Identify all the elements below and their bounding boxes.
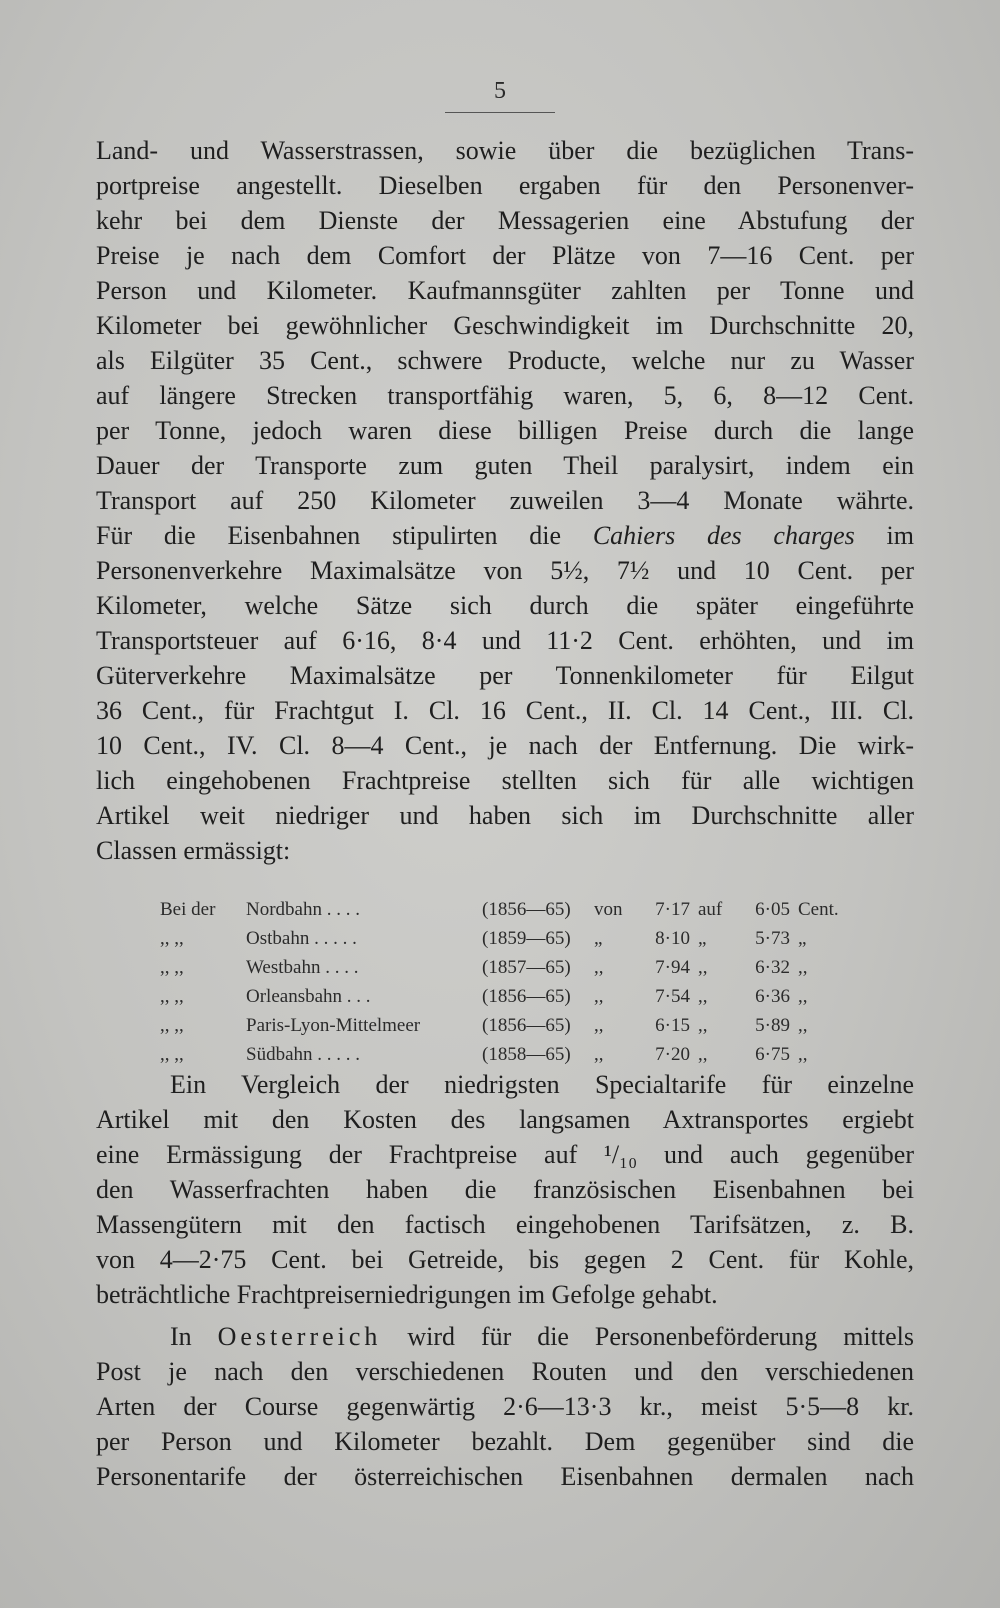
unit: ,, [798, 1014, 808, 1036]
page-number-rule [445, 112, 555, 113]
year-range: (1856—65) [482, 1014, 571, 1036]
to-word: ,, [698, 1014, 708, 1036]
year-range: (1856—65) [482, 985, 571, 1007]
text-line: Land- und Wasserstrassen, sowie über die bezüglichen Trans- [96, 136, 914, 165]
unit: Cent. [798, 898, 839, 920]
text-line: Kilometer, welche Sätze sich durch die später eingeführte [96, 591, 914, 620]
text-line [96, 519, 914, 553]
rate-from: 7·20 [655, 1043, 690, 1065]
from-word: ,, [594, 1043, 604, 1065]
text-segment: im [854, 521, 914, 550]
text-line: Transportsteuer auf 6·16, 8·4 und 11·2 Cent. erhöhten, und im [96, 626, 914, 655]
italic-title: Cahiers des charges [592, 521, 855, 550]
from-word: „ [594, 927, 603, 949]
from-word: ,, [594, 1014, 604, 1036]
rate-to: 6·75 [755, 1043, 790, 1065]
text-line: eine Ermässigung der Frachtpreise auf ¹/₁₀ und auch gegenüber [96, 1140, 914, 1169]
text-line: Personentarife der österreichischen Eisenbahnen dermalen nach [96, 1462, 914, 1491]
rate-from: 7·94 [655, 956, 690, 978]
rate-from: 8·10 [655, 927, 690, 949]
rate-to: 6·36 [755, 985, 790, 1007]
unit: „ [798, 927, 807, 949]
text-line: beträchtliche Frachtpreiserniedrigungen im Gefolge gehabt. [96, 1280, 718, 1309]
table-row [160, 1040, 858, 1069]
row-prefix: ,, ,, [160, 956, 184, 978]
railway-name: Orleansbahn . . . [246, 985, 371, 1007]
text-line: Transport auf 250 Kilometer zuweilen 3—4 Monate währte. [96, 486, 914, 515]
row-prefix: ,, ,, [160, 1014, 184, 1036]
text-line: Dauer der Transporte zum guten Theil paralysirt, indem ein [96, 451, 914, 480]
text-line: Artikel mit den Kosten des langsamen Axtransportes ergiebt [96, 1105, 914, 1134]
from-word: ,, [594, 956, 604, 978]
text-line: lich eingehobenen Frachtpreise stellten sich für alle wichtigen [96, 766, 914, 795]
railway-name: Südbahn . . . . . [246, 1043, 360, 1065]
table-row [160, 924, 858, 953]
rate-to: 6·32 [755, 956, 790, 978]
text-line: Ein Vergleich der niedrigsten Specialtarife für einzelne [170, 1070, 914, 1099]
from-word: von [594, 898, 623, 920]
unit: ,, [798, 985, 808, 1007]
text-line: Arten der Course gegenwärtig 2·6—13·3 kr., meist 5·5—8 kr. [96, 1392, 914, 1421]
year-range: (1856—65) [482, 898, 571, 920]
rate-from: 6·15 [655, 1014, 690, 1036]
year-range: (1857—65) [482, 956, 571, 978]
text-line: 10 Cent., IV. Cl. 8—4 Cent., je nach der Entfernung. Die wirk- [96, 731, 914, 760]
text-line: den Wasserfrachten haben die französischen Eisenbahnen bei [96, 1175, 914, 1204]
from-word: ,, [594, 985, 604, 1007]
text-segment: wird für die Personenbeförderung mittels [381, 1322, 914, 1351]
text-line [170, 1320, 914, 1354]
railway-name: Westbahn . . . . [246, 956, 359, 978]
text-line: Güterverkehre Maximalsätze per Tonnenkilometer für Eilgut [96, 661, 914, 690]
unit: ,, [798, 956, 808, 978]
row-prefix: ,, ,, [160, 1043, 184, 1065]
text-segment: Für die Eisenbahnen stipulirten die [96, 521, 593, 550]
table-row [160, 982, 858, 1011]
rate-to: 6·05 [755, 898, 790, 920]
text-line: per Tonne, jedoch waren diese billigen Preise durch die lange [96, 416, 914, 445]
year-range: (1858—65) [482, 1043, 571, 1065]
table-row [160, 1011, 858, 1040]
text-line: Personenverkehre Maximalsätze von 5½, 7½ und 10 Cent. per [96, 556, 914, 585]
railway-name: Paris-Lyon-Mittelmeer [246, 1014, 421, 1036]
text-line: per Person und Kilometer bezahlt. Dem gegenüber sind die [96, 1427, 914, 1456]
table-row [160, 895, 858, 924]
text-line: Post je nach den verschiedenen Routen und den verschiedenen [96, 1357, 914, 1386]
page-number: 5 [494, 78, 506, 104]
text-line: portpreise angestellt. Dieselben ergaben für den Personenver- [96, 171, 914, 200]
rate-to: 5·73 [755, 927, 790, 949]
text-line: Classen ermässigt: [96, 836, 291, 865]
text-line: 36 Cent., für Frachtgut I. Cl. 16 Cent., II. Cl. 14 Cent., III. Cl. [96, 696, 914, 725]
text-line: kehr bei dem Dienste der Messagerien eine Abstufung der [96, 206, 914, 235]
text-line: Preise je nach dem Comfort der Plätze von 7—16 Cent. per [96, 241, 914, 270]
text-line: Artikel weit niedriger und haben sich im Durchschnitte aller [96, 801, 914, 830]
to-word: „ [698, 927, 707, 949]
text-segment: In [170, 1322, 218, 1351]
to-word: ,, [698, 1043, 708, 1065]
text-line: von 4—2·75 Cent. bei Getreide, bis gegen 2 Cent. für Kohle, [96, 1245, 914, 1274]
text-line: Kilometer bei gewöhnlicher Geschwindigkeit im Durchschnitte 20, [96, 311, 914, 340]
railway-name: Ostbahn . . . . . [246, 927, 357, 949]
to-word: ,, [698, 956, 708, 978]
railway-name: Nordbahn . . . . [246, 898, 360, 920]
rate-from: 7·54 [655, 985, 690, 1007]
to-word: ,, [698, 985, 708, 1007]
text-line: Person und Kilometer. Kaufmannsgüter zahlten per Tonne und [96, 276, 914, 305]
to-word: auf [698, 898, 723, 920]
spaced-country-name: Oesterreich [217, 1322, 382, 1351]
text-line: als Eilgüter 35 Cent., schwere Producte, welche nur zu Wasser [96, 346, 914, 375]
freight-rates-table [160, 895, 858, 1069]
row-prefix: Bei der [160, 898, 216, 920]
year-range: (1859—65) [482, 927, 571, 949]
text-line: Massengütern mit den factisch eingehobenen Tarifsätzen, z. B. [96, 1210, 914, 1239]
text-line: auf längere Strecken transportfähig waren, 5, 6, 8—12 Cent. [96, 381, 914, 410]
rate-from: 7·17 [655, 898, 690, 920]
table-row [160, 953, 858, 982]
row-prefix: ,, ,, [160, 985, 184, 1007]
rate-to: 5·89 [755, 1014, 790, 1036]
row-prefix: ,, ,, [160, 927, 184, 949]
unit: ,, [798, 1043, 808, 1065]
